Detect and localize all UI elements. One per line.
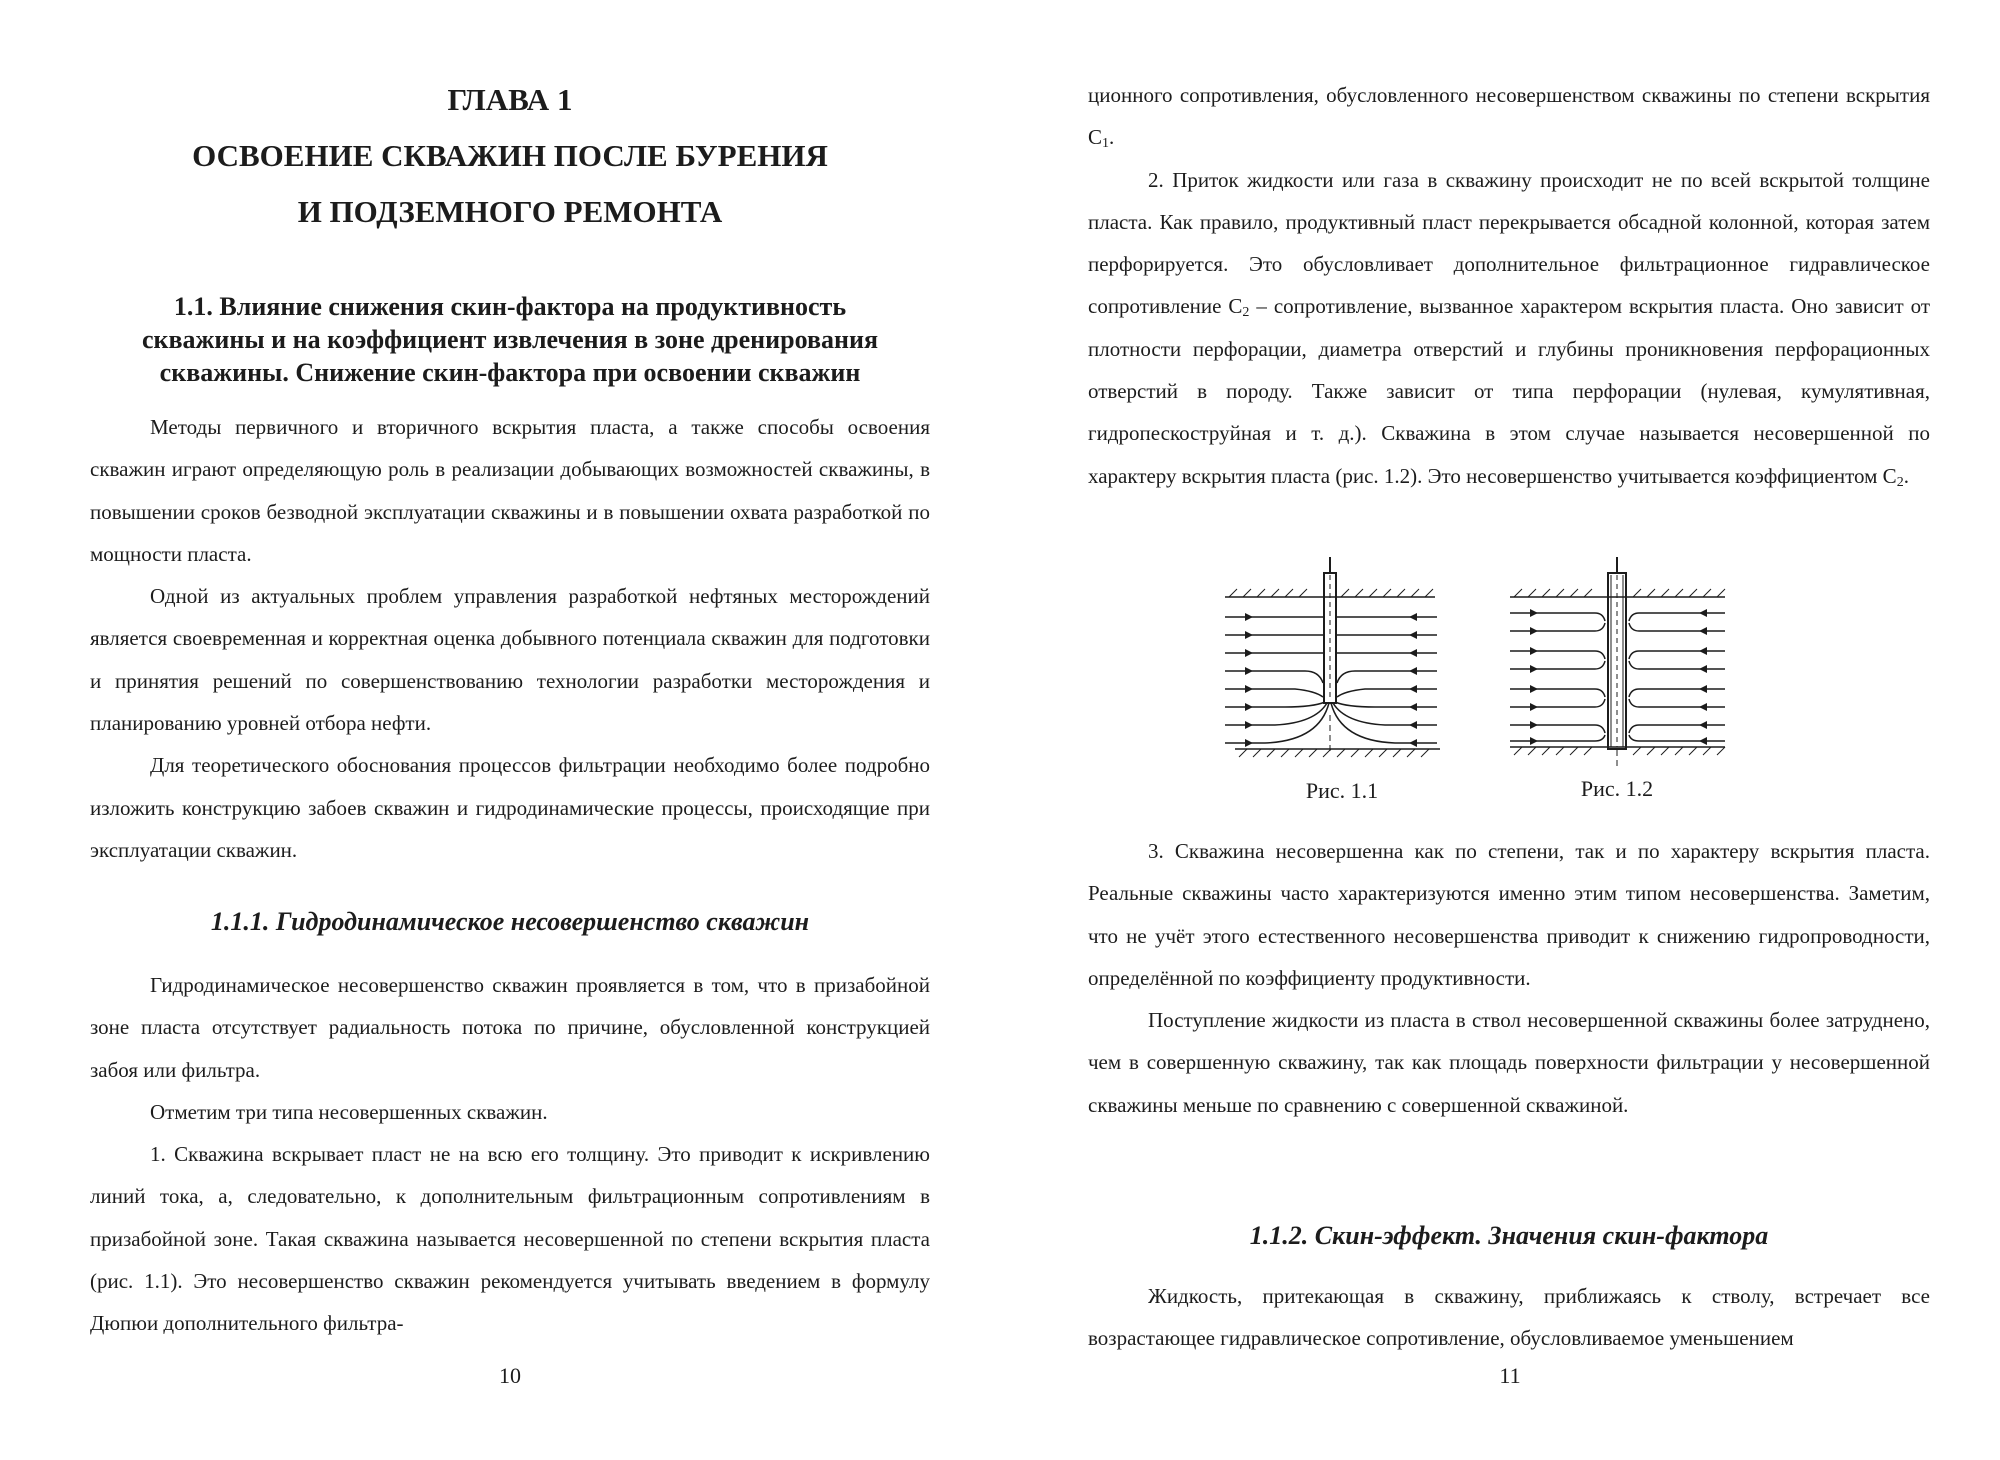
- right-body-bottom: [1088, 1275, 1930, 1360]
- paragraph-3: Для теоретического обоснования процессов фильтрации необходимо более подробно изложить конструкцию забоев скважин и гидродинамические процессы, происходящие при эксплуатации скважин.: [90, 753, 930, 862]
- figure-1-1-caption: Рис. 1.1: [1305, 778, 1379, 803]
- chapter-heading: [90, 72, 930, 240]
- subsection-title: 1.1.1. Гидродинамическое несовершенство скважин: [210, 907, 810, 936]
- paragraph-5-right: Жидкость, притекающая в скважину, приближаясь к стволу, встречает все возрастающее гидравлическое сопротивление, обусловливаемое уменьшением: [1088, 1284, 1930, 1351]
- paragraph-4: Гидродинамическое несовершенство скважин проявляется в том, что в призабойной зоне пласта отсутствует радиальность потока по причине, обусловленной конструкцией забоя или фильтра.: [90, 973, 930, 1082]
- paragraph-3-right: 3. Скважина несовершенна как по степени, так и по характеру вскрытия пласта. Реальные скважины часто характеризуются именно этим типом несовершенства. Заметим, что не учёт этого естественного несовершенства приводит к снижению гидропроводности, определённой по коэффициенту продуктивности.: [1088, 839, 1930, 990]
- paragraph-2-right: 2. Приток жидкости или газа в скважину происходит не по всей вскрытой толщине пласта. Как правило, продуктивный пласт перекрывается обсадной колонной, которая затем перфорируется. Это обусловливает дополнительное фильтрационное гидравлическое сопротивление $С_2$ – сопротивление, вызванное характером вскрытия пласта. Оно зависит от плотности перфорации, диаметра отверстий и глубины проникновения перфорационных отверстий в породу. Также зависит от типа перфорации (нулевая, кумулятивная, гидропескоструйная и т. д.). Скважина в этом случае называется несовершенной по характеру вскрытия пласта (рис. 1.2). Это несовершенство учитывается коэффициентом $С_2$.: [1088, 167, 1930, 490]
- figure-1-1-diagram: [1215, 555, 1455, 775]
- figure-1-2-caption: Рис. 1.2: [1580, 776, 1654, 801]
- right-body-top: [1088, 74, 1930, 497]
- figure-1-2-diagram: [1495, 555, 1735, 775]
- section-title-line3: скважины. Снижение скин-фактора при освоении скважин: [159, 358, 861, 387]
- section-title-line2: скважины и на коэффициент извлечения в зоне дренирования: [141, 325, 879, 354]
- right-page: [1000, 0, 2000, 1460]
- figure-1-2: [1495, 555, 1735, 780]
- chapter-title-line1: ОСВОЕНИЕ СКВАЖИН ПОСЛЕ БУРЕНИЯ: [192, 138, 828, 173]
- subsection-heading-1-1-2: [1088, 1219, 1930, 1253]
- section-title-line1: 1.1. Влияние снижения скин-фактора на продуктивность: [173, 292, 847, 321]
- paragraph-continued: ционного сопротивления, обусловленного несовершенством скважины по степени вскрытия $С_1$.: [1088, 83, 1930, 152]
- subsection-heading-1-1-1: [90, 905, 930, 939]
- paragraph-1: Методы первичного и вторичного вскрытия пласта, а также способы освоения скважин играют определяющую роль в реализации добывающих возможностей скважины, в повышении сроков безводной эксплуатации скважины и в повышении охвата разработкой по мощности пласта.: [90, 415, 930, 566]
- chapter-label: ГЛАВА 1: [447, 82, 573, 117]
- chapter-title-line2: И ПОДЗЕМНОГО РЕМОНТА: [297, 194, 723, 229]
- paragraph-4-right: Поступление жидкости из пласта в ствол несовершенной скважины более затруднено, чем в совершенную скважину, так как площадь поверхности фильтрации у несовершенной скважины меньше по сравнению с совершенной скважиной.: [1088, 1008, 1930, 1117]
- subsection-title-right: 1.1.2. Скин-эффект. Значения скин-фактора: [1249, 1221, 1769, 1250]
- section-heading: [90, 290, 930, 389]
- figure-1-1: [1215, 555, 1455, 780]
- left-body-top: [90, 406, 930, 871]
- page-number-right: 11: [1499, 1363, 1521, 1388]
- paragraph-6: 1. Скважина вскрывает пласт не на всю его толщину. Это приводит к искривлению линий тока, а, следовательно, к дополнительным фильтрационным сопротивлениям в призабойной зоне. Такая скважина называется несовершенной по степени вскрытия пласта (рис. 1.1). Это несовершенство скважин рекомендуется учитывать введением в формулу Дюпюи дополнительного фильтра-: [90, 1142, 930, 1336]
- page-number-left: 10: [499, 1363, 521, 1388]
- left-body-bottom: [90, 964, 930, 1345]
- paragraph-2: Одной из актуальных проблем управления разработкой нефтяных месторождений является своевременная и корректная оценка добывного потенциала скважин для подготовки и принятия решений по совершенствованию технологии разработки месторождения и планированию уровней отбора нефти.: [90, 584, 930, 736]
- paragraph-5: Отметим три типа несовершенных скважин.: [150, 1099, 548, 1124]
- right-body-middle: [1088, 830, 1930, 1126]
